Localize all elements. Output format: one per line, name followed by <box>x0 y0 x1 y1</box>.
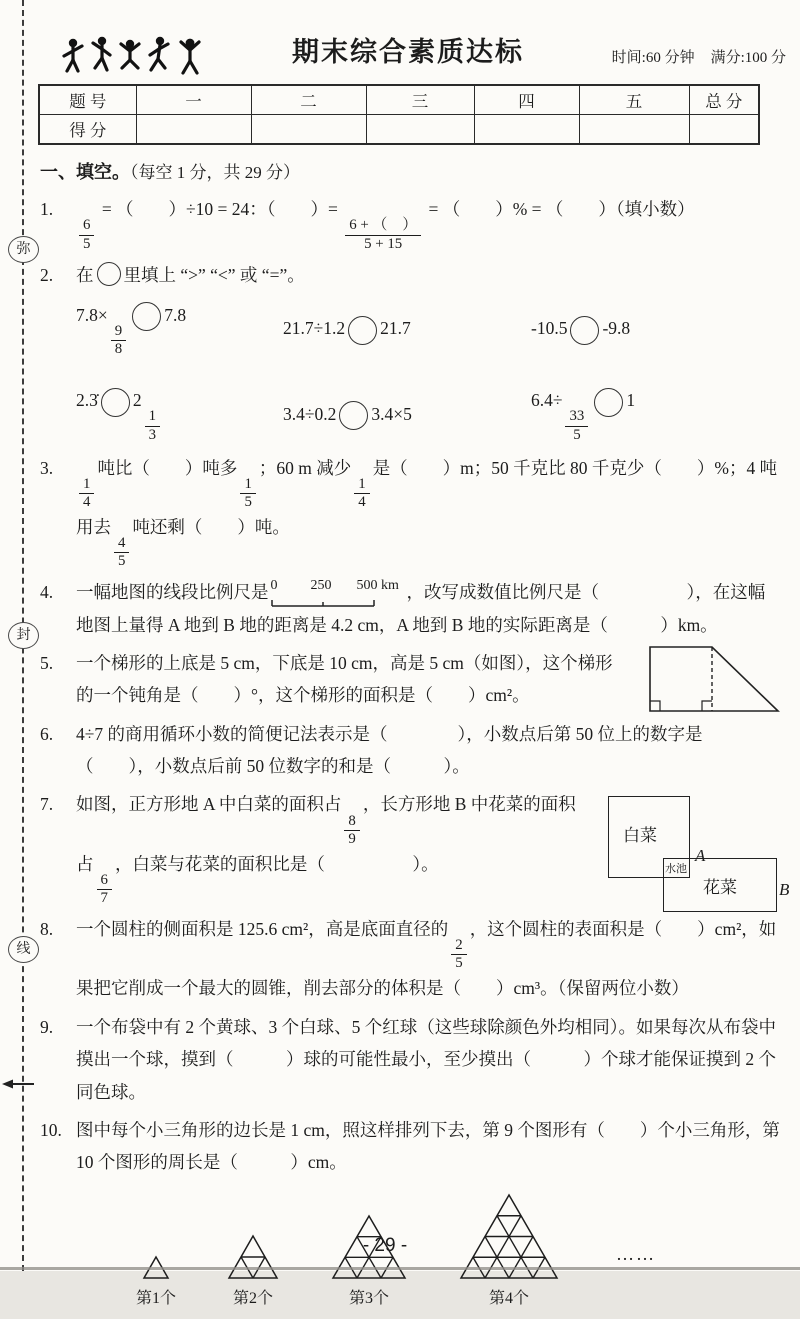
fraction-numerator: 6 <box>79 217 94 235</box>
text-run: 是（ ）m；50 千克比 80 千克少（ ）%；4 吨用去 <box>76 457 778 537</box>
question-number: 9. <box>40 1016 54 1037</box>
comparison-item <box>283 398 531 430</box>
text-run: 7.8× <box>76 304 108 325</box>
text-run: 一个布袋中有 2 个黄球、3 个白球、5 个红球（这些球除颜色外均相同）。如果每次从布袋中摸出一个球，摸到（ ）球的可能性最小，至少摸出（ ）个球才能保证摸到 2 个同色球。 <box>76 1016 776 1102</box>
text-run: 3.4÷0.2 <box>283 403 337 424</box>
comparison-item <box>76 384 283 443</box>
time-limit: 时间:60 分钟 <box>611 50 695 66</box>
compare-circle <box>132 302 161 331</box>
text-run: 1 <box>626 390 636 411</box>
question-number: 8. <box>40 919 54 940</box>
question-body <box>76 193 780 252</box>
comparison-item <box>76 299 283 358</box>
score-cell-empty <box>689 115 759 145</box>
fraction <box>79 217 94 252</box>
text-run: 一幅地图的线段比例尺是 <box>76 582 269 603</box>
score-cell-empty <box>474 115 579 145</box>
question-6 <box>40 718 780 783</box>
text-run: ，改写成数值比例尺是（ ），在这幅地图上量得 A 地到 B 地的距离是 4.2 cm，A 地到 B 地的实际距离是（ ）km。 <box>76 582 766 635</box>
question-body <box>76 1011 780 1108</box>
fraction <box>145 408 160 443</box>
fraction-numerator: 8 <box>344 813 359 831</box>
fraction <box>97 872 112 907</box>
text-run: 吨还剩（ ）吨。 <box>132 516 290 537</box>
text-run: 2.3̇ <box>76 390 98 411</box>
section-title <box>40 156 780 189</box>
score-table <box>38 84 760 145</box>
text-run: 3.4×5 <box>371 403 412 424</box>
text-run: 一个梯形的上底是 5 cm，下底是 10 cm，高是 5 cm（如图），这个梯形的一个钝角是（ ）°，这个梯形的面积是（ ）cm²。 <box>76 652 613 706</box>
seal-char-1: 弥 <box>8 236 39 263</box>
text-run: 在 <box>76 264 94 285</box>
fraction-denominator: 7 <box>100 890 108 907</box>
text-run: 4÷7 的商用循环小数的简便记法表示是（ ），小数点后第 50 位上的数字是（ ），小数点后前 50 位数字的和是（ ）。 <box>76 723 703 777</box>
trapezoid-figure <box>646 643 786 727</box>
square-plot-label: 白菜 <box>623 826 657 846</box>
question-number: 2. <box>40 264 54 285</box>
question-8 <box>40 913 780 1005</box>
fraction <box>114 535 129 570</box>
fraction-numerator: 6 + （ ） <box>345 217 421 235</box>
question-2 <box>40 259 780 446</box>
score-row-label: 得 分 <box>39 115 136 145</box>
fraction-numerator: 1 <box>240 476 255 494</box>
fraction-denominator: 4 <box>83 493 91 510</box>
plot-a-tag: A <box>695 846 706 866</box>
dancing-children-icon <box>60 34 212 78</box>
compare-circle <box>101 388 130 417</box>
question-9 <box>40 1011 780 1108</box>
fraction <box>79 476 94 511</box>
fraction-numerator: 1 <box>354 476 369 494</box>
compare-circle <box>594 388 623 417</box>
triangle-label: 第3个 <box>349 1289 390 1307</box>
question-body <box>76 718 780 783</box>
exam-meta <box>612 46 786 67</box>
fraction <box>451 937 466 972</box>
text-run: ，白菜与花菜的面积比是（ ）。 <box>114 853 439 874</box>
question-body <box>76 259 780 446</box>
score-cell-empty <box>366 115 474 145</box>
text-run: 图中每个小三角形的边长是 1 cm，照这样排列下去，第 9 个图形有（ ）个小三角形，第 10 个图形的周长是（ ）cm。 <box>76 1119 785 1173</box>
text-run: ，长方形地 B 中花菜的面积占 <box>76 794 576 874</box>
rect-plot-label: 花菜 <box>703 878 737 898</box>
scale-label: 500 km <box>356 578 399 594</box>
overlap-label: 水池 <box>665 863 687 876</box>
text-run: 2 <box>132 390 142 411</box>
text-run: -9.8 <box>602 318 631 339</box>
triangle-label: 第2个 <box>233 1289 274 1307</box>
exam-content <box>40 156 790 1319</box>
question-5 <box>40 647 780 712</box>
scale-label: 250 <box>310 578 332 594</box>
score-cell-empty <box>251 115 366 145</box>
fraction-denominator: 5 <box>83 235 91 252</box>
text-run: 里填上 “>” “<” 或 “=”。 <box>123 264 305 285</box>
questions-list <box>40 193 790 1313</box>
question-number: 4. <box>40 582 54 603</box>
fraction <box>111 323 126 358</box>
score-cell-empty <box>579 115 689 145</box>
question-number: 7. <box>40 794 54 815</box>
score-header-cell: 四 <box>474 85 579 115</box>
question-number: 10. <box>40 1119 62 1140</box>
score-header-cell: 题 号 <box>39 85 136 115</box>
fraction <box>345 217 421 252</box>
fraction-denominator: 8 <box>114 341 123 358</box>
text-run: 6.4÷ <box>531 390 563 411</box>
fraction-numerator: 1 <box>145 408 160 426</box>
question-10 <box>40 1114 785 1313</box>
question-body <box>76 913 780 1005</box>
page-number: - 29 - <box>362 1235 408 1256</box>
question-3 <box>40 452 780 571</box>
vegetable-plots-figure <box>608 796 790 914</box>
text-run: 一个圆柱的侧面积是 125.6 cm²，高是底面直径的 <box>76 919 449 940</box>
text-run: -10.5 <box>531 318 568 339</box>
compare-circle <box>570 316 599 345</box>
fraction-numerator: 2 <box>451 937 466 955</box>
seal-char-2: 封 <box>8 622 39 649</box>
triangle-label: 第1个 <box>136 1289 177 1307</box>
text-run: 吨比（ ）吨多 <box>97 457 238 478</box>
text-run: = （ ）% = （ ）（填小数） <box>424 199 695 220</box>
page-bottom-edge <box>0 1267 800 1270</box>
fraction <box>240 476 255 511</box>
comparison-grid <box>76 299 780 444</box>
plot-b-tag: B <box>779 880 790 900</box>
text-run: 21.7 <box>380 318 411 339</box>
score-header-cell: 三 <box>366 85 474 115</box>
fraction-denominator: 5 <box>244 493 252 510</box>
score-header-cell: 一 <box>136 85 251 115</box>
question-number: 5. <box>40 652 54 673</box>
score-header-cell: 二 <box>251 85 366 115</box>
score-table-score-row <box>39 115 759 145</box>
fraction-numerator: 6 <box>97 872 112 890</box>
text-run: 如图，正方形地 A 中白菜的面积占 <box>76 794 342 815</box>
fraction <box>565 408 588 443</box>
text-run: = （ ）÷10 = 24：（ ）= <box>97 199 343 220</box>
fraction-numerator: 33 <box>565 408 588 426</box>
fraction <box>354 476 369 511</box>
seal-char-3: 线 <box>8 936 39 963</box>
text-run: 21.7÷1.2 <box>283 318 346 339</box>
fraction-numerator: 9 <box>111 323 126 341</box>
question-body <box>76 452 780 571</box>
fraction-denominator: 3 <box>148 426 157 443</box>
compare-circle <box>97 262 121 286</box>
text-run: ，这个圆柱的表面积是（ ）cm²，如果把它削成一个最大的圆锥，削去部分的体积是（ ）cm³。（保留两位小数） <box>76 919 777 999</box>
text-run: 7.8 <box>164 304 187 325</box>
score-header-cell: 总 分 <box>689 85 759 115</box>
section-name: 填空。 <box>76 162 130 182</box>
question-number: 3. <box>40 457 54 478</box>
fraction-denominator: 5 <box>455 955 463 972</box>
trapezoid-svg <box>646 643 786 717</box>
text-run: ；60 m 减少 <box>258 457 352 478</box>
fraction-denominator: 5 <box>573 426 581 443</box>
fraction-numerator: 1 <box>79 476 94 494</box>
question-4 <box>40 576 780 641</box>
comparison-item <box>531 312 780 344</box>
score-cell-empty <box>136 115 251 145</box>
fraction-denominator: 5 <box>118 553 126 570</box>
full-score: 满分:100 分 <box>710 50 786 66</box>
section-number: 一、 <box>40 162 76 182</box>
scale-label: 0 <box>270 578 278 594</box>
question-number: 1. <box>40 199 54 220</box>
question-1 <box>40 193 780 252</box>
scale-line <box>271 597 405 607</box>
fraction <box>344 813 359 848</box>
line-scale-figure <box>271 577 405 607</box>
sequence-ellipsis: …… <box>616 1243 657 1264</box>
question-body <box>76 1114 785 1313</box>
question-number: 6. <box>40 723 54 744</box>
question-7 <box>40 788 790 907</box>
compare-circle <box>339 401 368 430</box>
fraction-denominator: 5 + 15 <box>364 235 403 252</box>
comparison-item <box>531 384 780 443</box>
question-body <box>76 576 780 641</box>
fraction-numerator: 4 <box>114 535 129 553</box>
score-table-header-row <box>39 85 759 115</box>
score-header-cell: 五 <box>579 85 689 115</box>
triangle-item <box>330 1214 408 1314</box>
fraction-denominator: 9 <box>348 830 356 847</box>
triangle-item <box>136 1255 176 1314</box>
compare-circle <box>348 316 377 345</box>
margin-arrow-icon <box>0 1076 36 1092</box>
section-points: （每空 1 分，共 29 分） <box>130 163 300 182</box>
triangle-label: 第4个 <box>489 1289 530 1307</box>
comparison-item <box>283 312 531 344</box>
fraction-denominator: 4 <box>358 493 366 510</box>
exam-title: 期末综合素质达标 <box>292 37 524 67</box>
